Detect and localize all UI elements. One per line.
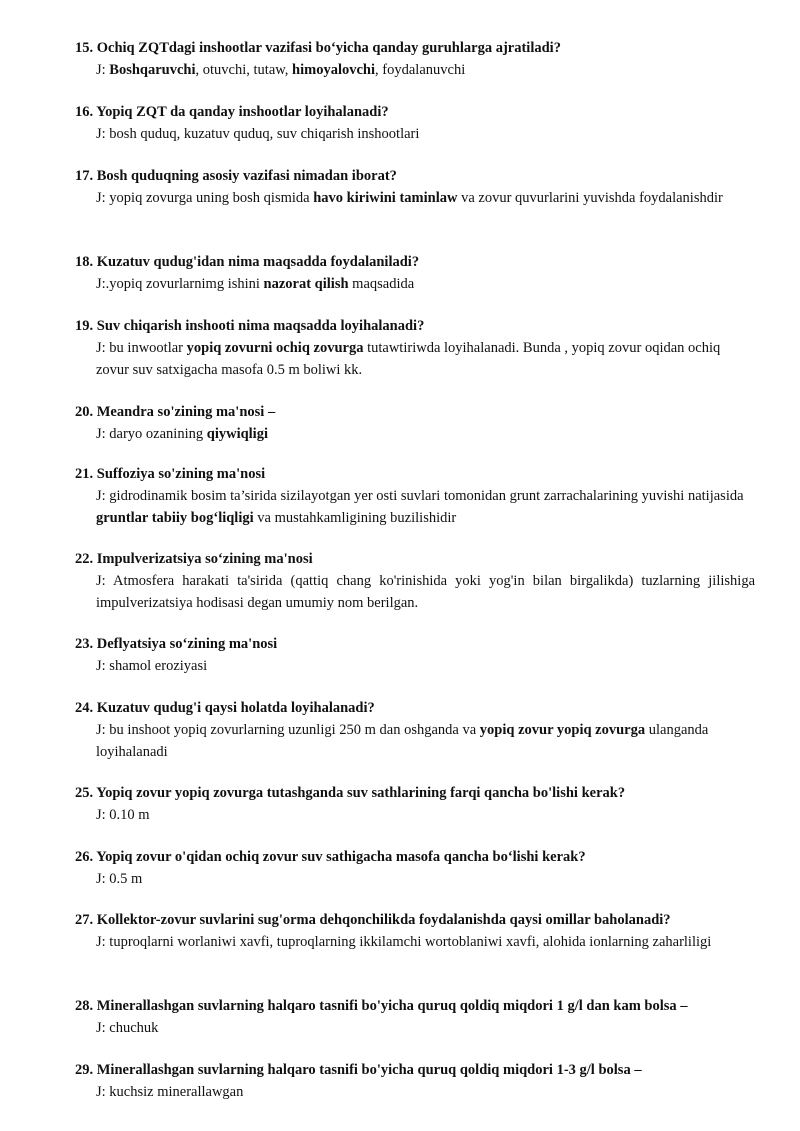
question: 15. Ochiq ZQTdagi inshootlar vazifasi bo‘yicha qanday guruhlarga ajratiladi? — [75, 40, 561, 56]
answer-text: J: bosh quduq, kuzatuv quduq, suv chiqarish inshootlari — [96, 126, 420, 142]
qa-item-29 — [75, 1059, 755, 1103]
answer-text: J: gidrodinamik bosim ta’sirida sizilayotgan yer osti suvlari tomonidan grunt zarrachalarining yuvishi natijasida — [96, 488, 744, 504]
question: 21. Suffoziya so'zining ma'nosi — [75, 466, 266, 482]
answer-emphasis: yopiq zovur yopiq zovurga — [479, 722, 646, 738]
answer-text: J:.yopiq zovurlarnimg ishini — [96, 276, 264, 292]
answer-text: J: chuchuk — [96, 1020, 159, 1036]
answer — [75, 423, 755, 445]
qa-item-16 — [75, 101, 755, 145]
qa-item-28 — [75, 995, 755, 1039]
qa-item-24 — [75, 697, 755, 763]
question: 29. Minerallashgan suvlarning halqaro tasnifi bo'yicha quruq qoldiq miqdori 1-3 g/l bolsa – — [75, 1062, 642, 1078]
answer — [75, 804, 755, 826]
answer — [75, 337, 755, 381]
question: 16. Yopiq ZQT da qanday inshootlar loyihalanadi? — [75, 104, 389, 120]
answer-text: J: tuproqlarni worlaniwi xavfi, tuproqlarning ikkilamchi wortoblaniwi xavfi, alohida ionlarning zaharliligi — [96, 934, 712, 950]
answer-text: va mustahkamligining buzilishidir — [253, 510, 457, 526]
answer — [75, 187, 755, 209]
answer-emphasis: havo kiriwini taminlaw — [313, 190, 458, 206]
question: 22. Impulverizatsiya so‘zining ma'nosi — [75, 551, 313, 567]
answer-text: J: daryo ozanining — [96, 426, 207, 442]
question: 17. Bosh quduqning asosiy vazifasi nimadan iborat? — [75, 168, 397, 184]
question: 26. Yopiq zovur o'qidan ochiq zovur suv sathigacha masofa qancha bo‘lishi kerak? — [75, 849, 586, 865]
answer — [75, 655, 755, 677]
answer-emphasis: qiywiqligi — [206, 426, 268, 442]
answer-emphasis: Boshqaruvchi — [109, 62, 196, 78]
answer-text: J: 0.5 m — [96, 871, 143, 887]
qa-item-18 — [75, 251, 755, 295]
question: 23. Deflyatsiya so‘zining ma'nosi — [75, 636, 278, 652]
answer-text: J: bu inshoot yopiq zovurlarning uzunligi 250 m dan oshganda va — [96, 722, 480, 738]
qa-item-25 — [75, 782, 755, 826]
qa-item-20 — [75, 401, 755, 445]
answer-text: maqsadida — [348, 276, 415, 292]
qa-item-23 — [75, 633, 755, 677]
answer-text: J: — [96, 62, 110, 78]
question: 18. Kuzatuv qudug'idan nima maqsadda foydalaniladi? — [75, 254, 420, 270]
qa-item-27 — [75, 909, 755, 953]
question: 28. Minerallashgan suvlarning halqaro tasnifi bo'yicha quruq qoldiq miqdori 1 g/l dan kam bolsa – — [75, 998, 688, 1014]
qa-item-17 — [75, 165, 755, 209]
qa-item-22 — [75, 548, 755, 614]
answer-text: , otuvchi, tutaw, — [195, 62, 293, 78]
qa-item-15 — [75, 37, 755, 81]
question: 20. Meandra so'zining ma'nosi – — [75, 404, 276, 420]
qa-item-26 — [75, 846, 755, 890]
question: 25. Yopiq zovur yopiq zovurga tutashganda suv sathlarining farqi qancha bo'lishi kerak? — [75, 785, 626, 801]
answer — [75, 868, 755, 890]
answer-text: va zovur quvurlarini yuvishda foydalanishdir — [457, 190, 723, 206]
answer — [75, 273, 755, 295]
answer-text: , foydalanuvchi — [375, 62, 466, 78]
answer — [75, 123, 755, 145]
answer-emphasis: gruntlar tabiiy bog‘liqligi — [96, 510, 254, 526]
question: 27. Kollektor-zovur suvlarini sug'orma dehqonchilikda foydalanishda qaysi omillar baholanadi? — [75, 912, 671, 928]
answer-text: J: yopiq zovurga uning bosh qismida — [96, 190, 314, 206]
answer — [75, 719, 755, 763]
answer — [75, 59, 755, 81]
question: 24. Kuzatuv qudug'i qaysi holatda loyihalanadi? — [75, 700, 375, 716]
answer-text: tutawtiriwda loyihalanadi. Bunda , yopiq zovur oqidan ochiq zovur suv satxigacha masofa 0.5 m boliwi kk. — [96, 340, 721, 378]
answer — [75, 570, 755, 614]
answer-emphasis: nazorat qilish — [263, 276, 349, 292]
answer — [75, 931, 755, 953]
answer-text: J: kuchsiz minerallawgan — [96, 1084, 244, 1100]
answer-text: J: 0.10 m — [96, 807, 150, 823]
answer — [75, 1081, 755, 1103]
answer — [75, 485, 755, 529]
answer-text: ulanganda loyihalanadi — [96, 722, 709, 760]
answer-text: J: Atmosfera harakati ta'sirida (qattiq chang ko'rinishida yoki yog'in bilan birgalikda) tuzlarning jilishiga impulverizatsiya hodisasi degan umumiy nom berilgan. — [96, 573, 755, 611]
answer-text: J: shamol eroziyasi — [96, 658, 208, 674]
qa-item-21 — [75, 463, 755, 529]
answer-text: J: bu inwootlar — [96, 340, 187, 356]
answer-emphasis: himoyalovchi — [292, 62, 376, 78]
qa-item-19 — [75, 315, 755, 381]
answer-emphasis: yopiq zovurni ochiq zovurga — [186, 340, 364, 356]
answer — [75, 1017, 755, 1039]
question: 19. Suv chiqarish inshooti nima maqsadda loyihalanadi? — [75, 318, 425, 334]
